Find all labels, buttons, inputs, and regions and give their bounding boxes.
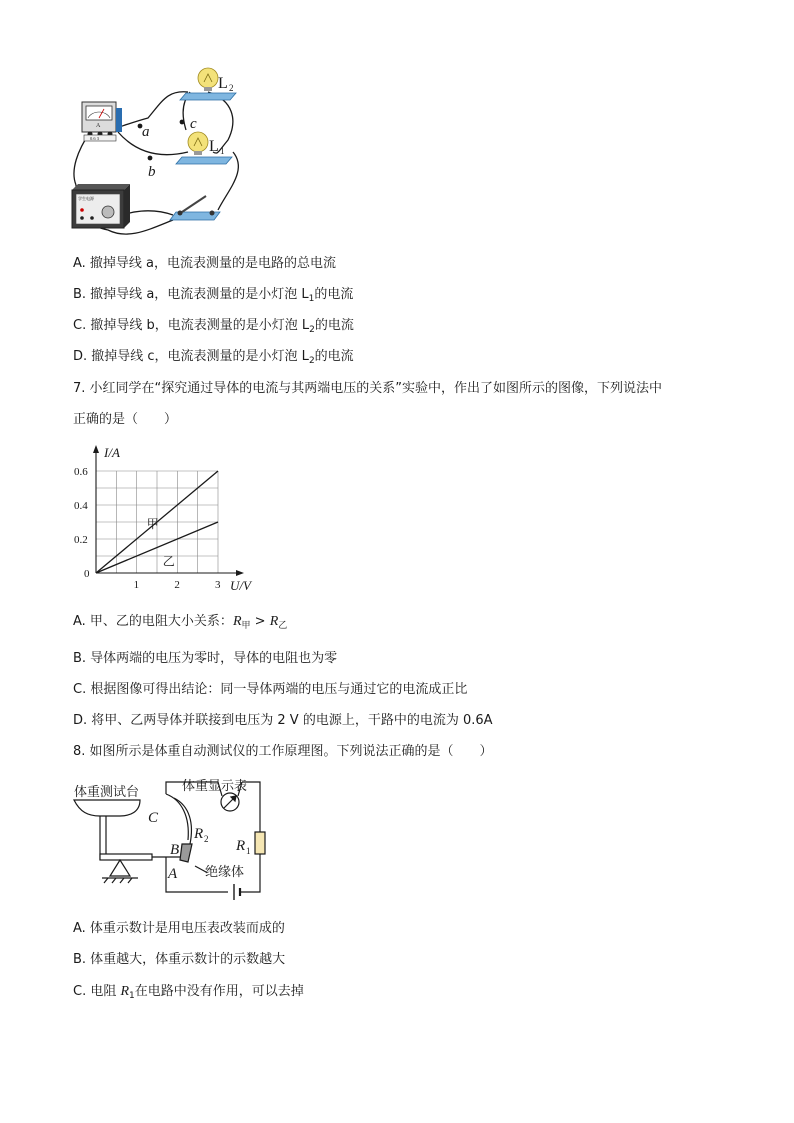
q6-option-b <box>73 286 353 308</box>
weight-tester-figure <box>70 772 290 902</box>
r2-arc-resistor <box>174 798 191 844</box>
q6-option-a <box>73 255 336 273</box>
q6-option-d <box>73 348 354 370</box>
q8-option-b: B. 体重越大，体重示数计的示数越大 <box>73 952 286 967</box>
q8-option-c-sub: 1 <box>129 991 135 1001</box>
x-axis-label: U/V <box>230 578 251 593</box>
x-tick-label: 1 <box>133 579 140 591</box>
y-tick-label: 0.6 <box>74 466 88 478</box>
q6-option-d-text: D. 撤掉导线 c，电流表测量的是小灯泡 L <box>73 349 309 364</box>
q8-option-c-suffix: 在电路中没有作用，可以去掉 <box>134 984 304 999</box>
q6-option-b-sub: 1 <box>308 294 315 304</box>
q6-option-c-text: C. 撤掉导线 b，电流表测量的是小灯泡 L <box>73 318 310 333</box>
q6-option-c-sub: 2 <box>309 325 315 335</box>
series-label: 乙 <box>162 554 175 569</box>
r1-resistor <box>255 832 265 854</box>
point-a-label: A <box>168 866 178 882</box>
insulator-block <box>180 844 192 862</box>
y-axis-label: I/A <box>104 445 120 460</box>
platform-tray <box>74 800 140 816</box>
lamp-l2-subscript: 2 <box>229 83 234 93</box>
q7-iu-chart <box>66 440 266 600</box>
series-label: 甲 <box>146 516 159 531</box>
lamp-l2-label: L <box>218 75 228 92</box>
q8-option-c-text: C. 电阻 <box>73 984 121 999</box>
circuit-figure-q6 <box>68 60 248 245</box>
q8-option-c-r: R <box>120 984 130 999</box>
r1-label: R <box>236 838 246 854</box>
platform-label: 体重测试台 <box>74 785 140 800</box>
wire-b-label: b <box>148 164 156 180</box>
q7-option-a-r2-sub: 乙 <box>278 621 288 631</box>
q7-option-a <box>73 613 287 635</box>
q7-option-d: D. 将甲、乙两导体并联接到电压为 2 V 的电源上，干路中的电流为 0.6A <box>73 713 493 728</box>
q7-option-b: B. 导体两端的电压为零时，导体的电阻也为零 <box>73 651 338 666</box>
y-axis-arrow <box>93 445 99 453</box>
q6-option-c-suffix: 的电流 <box>314 318 354 333</box>
lamp-l1 <box>176 132 232 164</box>
wire-c-node <box>180 120 185 125</box>
wire-a-label: a <box>142 124 150 140</box>
q8-option-a: A. 体重示数计是用电压表改装而成的 <box>73 921 285 936</box>
q7-option-a-r1-sub: 甲 <box>241 621 251 631</box>
q7-option-a-text: A. 甲、乙的电阻大小关系： <box>73 614 233 629</box>
q6-option-d-sub: 2 <box>308 356 315 366</box>
ammeter-label: A <box>96 123 101 129</box>
display-label: 体重显示表 <box>182 779 248 794</box>
y-tick-label: 0.4 <box>74 500 88 512</box>
q7-stem-line2: 正确的是（ ） <box>73 412 178 427</box>
x-axis-arrow <box>236 570 244 576</box>
r1-subscript: 1 <box>246 846 251 856</box>
q7-option-a-r1: R <box>232 614 242 629</box>
q7-option-a-r2: R <box>269 614 279 629</box>
x-tick-label: 3 <box>215 579 221 591</box>
insulator-label: 绝缘体 <box>205 865 245 880</box>
lamp-l2 <box>180 68 236 100</box>
wire-b-node <box>148 156 153 161</box>
q7-option-a-gt: > <box>254 614 266 629</box>
power-supply-label: 学生电源 <box>78 196 94 201</box>
power-supply <box>72 184 130 228</box>
q6-option-b-text: B. 撤掉导线 a，电流表测量的是小灯泡 L <box>73 287 309 302</box>
r2-label: R <box>194 826 204 842</box>
q6-option-c <box>73 317 354 339</box>
origin-label: 0 <box>84 568 90 580</box>
q6-option-d-suffix: 的电流 <box>314 349 354 364</box>
q6-option-a-text: A. 撤掉导线 a，电流表测量的是电路的总电流 <box>73 256 337 271</box>
y-tick-label: 0.2 <box>74 534 88 546</box>
x-tick-label: 2 <box>174 579 180 591</box>
q8-option-c <box>73 983 304 1005</box>
point-b-label: B <box>170 842 180 858</box>
point-c-label: C <box>148 810 159 826</box>
q7-option-c: C. 根据图像可得出结论：同一导体两端的电压与通过它的电流成正比 <box>73 682 468 697</box>
q6-option-b-suffix: 的电流 <box>314 287 354 302</box>
q7-stem-line1: 7. 小红同学在“探究通过导体的电流与其两端电压的关系”实验中，作出了如图所示的图像，下列说法中 <box>73 381 663 396</box>
q8-stem: 8. 如图所示是体重自动测试仪的工作原理图。下列说法正确的是（ ） <box>73 744 493 759</box>
wire-c-label: c <box>190 116 197 132</box>
ammeter <box>82 102 122 141</box>
ammeter-scale: 0.6 3 <box>90 136 99 141</box>
r2-subscript: 2 <box>204 834 209 844</box>
switch <box>170 196 220 220</box>
lamp-l1-label: L <box>209 138 219 155</box>
lever-arm <box>100 854 152 860</box>
pivot <box>110 860 130 876</box>
lamp-l1-subscript: 1 <box>220 146 225 156</box>
